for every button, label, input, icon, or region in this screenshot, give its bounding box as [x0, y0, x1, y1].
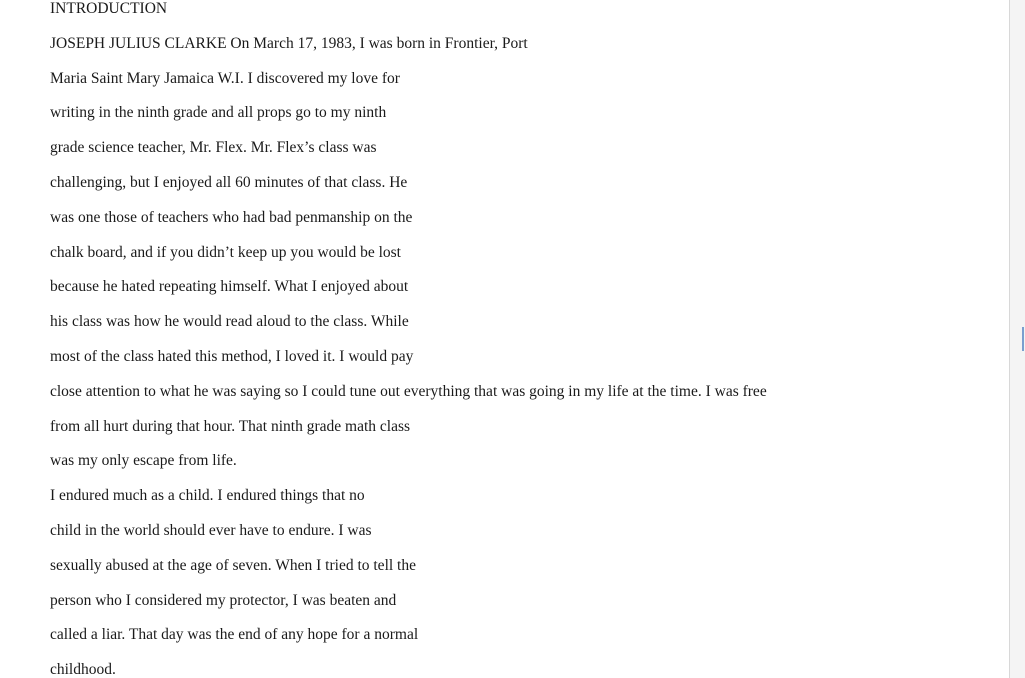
text-line: his class was how he would read aloud to the class. While [50, 313, 409, 331]
text-line: sexually abused at the age of seven. When I tried to tell the [50, 556, 416, 574]
text-line: from all hurt during that hour. That ninth grade math class [50, 417, 411, 435]
text-line: because he hated repeating himself. What I enjoyed about [50, 278, 409, 296]
text-line: Maria Saint Mary Jamaica W.I. I discovered my love for [50, 69, 400, 87]
text-line: childhood. [50, 661, 116, 678]
text-line: writing in the ninth grade and all props go to my ninth [50, 104, 387, 122]
text-line: JOSEPH JULIUS CLARKE On March 17, 1983, I was born in Frontier, Port [50, 34, 528, 52]
text-line: close attention to what he was saying so I could tune out everything that was going in my life at the time. I was free [50, 382, 767, 400]
section-heading: INTRODUCTION [50, 0, 168, 17]
text-line: called a liar. That day was the end of any hope for a normal [50, 626, 419, 644]
text-line: person who I considered my protector, I was beaten and [50, 591, 397, 609]
text-line: I endured much as a child. I endured things that no [50, 487, 365, 505]
text-line: challenging, but I enjoyed all 60 minutes of that class. He [50, 173, 408, 191]
text-line: chalk board, and if you didn’t keep up you would be lost [50, 243, 401, 261]
document-body[interactable] [50, 0, 980, 678]
text-line: child in the world should ever have to endure. I was [50, 521, 372, 539]
text-line: grade science teacher, Mr. Flex. Mr. Flex’s class was [50, 139, 377, 157]
text-line: was my only escape from life. [50, 452, 237, 470]
text-line: most of the class hated this method, I loved it. I would pay [50, 347, 414, 365]
text-line: was one those of teachers who had bad penmanship on the [50, 208, 413, 226]
scroll-position-marker[interactable] [1022, 327, 1024, 351]
